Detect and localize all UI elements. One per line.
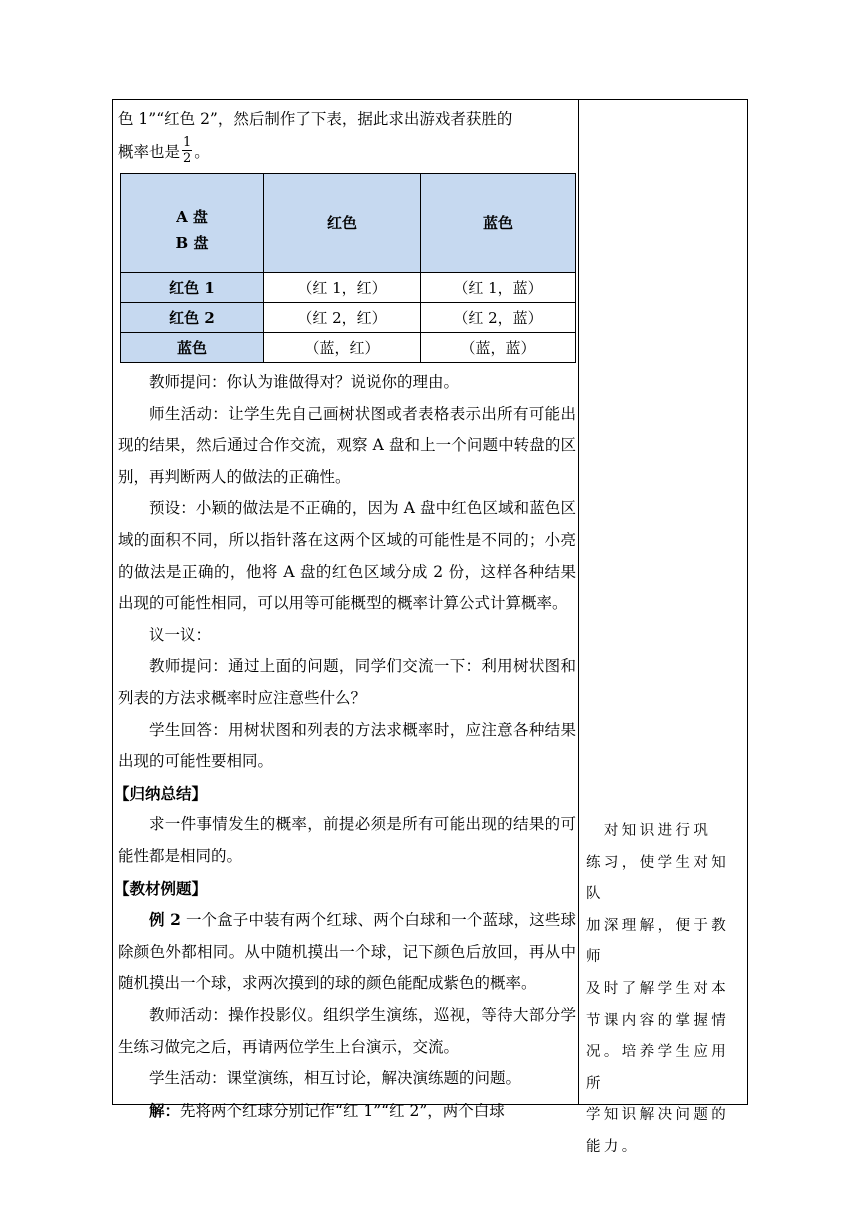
section-summary-heading: 【归纳总结】 xyxy=(114,783,208,803)
solution-text: 先将两个红球分别记作“红 1”“红 2”，两个白球 xyxy=(180,1101,505,1120)
side-note-line: 对知识进行巩 xyxy=(586,823,712,839)
row-header: 红色 1 xyxy=(121,273,264,303)
table-row xyxy=(121,303,576,333)
intro-line-2-text: 概率也是 xyxy=(118,142,181,161)
table-row xyxy=(121,333,576,363)
summary-paragraph: 求一件事情发生的概率，前提必须是所有可能出现的结果的可能性都是相同的。 xyxy=(118,815,576,865)
row-header: 蓝色 xyxy=(121,333,264,363)
side-note-line: 及时了解学生对本 xyxy=(586,980,730,997)
teacher-question-paragraph-2: 教师提问：通过上面的问题，同学们交流一下：利用树状图和列表的方法求概率时应注意些什么？ xyxy=(118,657,576,708)
hypothesis-paragraph: 预设：小颖的做法是不正确的，因为 A 盘中红色区域和蓝色区域的面积不同，所以指针落在这两个区域的可能性是不同的；小亮的做法是正确的，他将 A 盘的红色区域分成 2 份，这样各种结果出现的可能性相同，可以用等可能概型的概率计算公式计算概率。 xyxy=(118,499,576,613)
corner-a-label: A 盘 xyxy=(176,208,208,227)
intro-line-1: 色 1”“红色 2”，然后制作了下表，据此求出游戏者获胜的 xyxy=(118,110,513,128)
discuss-heading: 议一议： xyxy=(149,625,212,644)
side-note-line: 节课内容的掌握情 xyxy=(586,1012,730,1029)
table-row xyxy=(121,273,576,303)
side-note-line: 加深理解，便于教师 xyxy=(586,917,730,966)
corner-b-label: B 盘 xyxy=(175,234,209,253)
section-example-heading: 【教材例题】 xyxy=(114,878,208,898)
solution-label: 解： xyxy=(149,1100,181,1120)
column-divider xyxy=(578,99,579,1105)
intro-line-2-end: 。 xyxy=(194,142,210,161)
table-cell: （红 1，蓝） xyxy=(421,273,576,303)
outcome-table xyxy=(120,173,576,363)
side-note-line: 学知识解决问题的 xyxy=(586,1107,730,1124)
example-text: 一个盒子中装有两个红球、两个白球和一个蓝球，这些球除颜色外都相同。从中随机摸出一个球，记下颜色后放回，再从中随机摸出一个球，求两次摸到的球的颜色能配成紫色的概率。 xyxy=(118,911,576,993)
table-cell: （红 1，红） xyxy=(264,273,421,303)
table-cell: （红 2，红） xyxy=(264,303,421,333)
fraction-one-half xyxy=(182,135,192,166)
side-note-line: 况。培养学生应用所 xyxy=(586,1044,730,1092)
table-corner-cell xyxy=(121,174,264,273)
teacher-activity-paragraph: 教师活动：操作投影仪。组织学生演练，巡视，等待大部分学生练习做完之后，再请两位学生上台演示，交流。 xyxy=(118,1005,576,1056)
row-header: 红色 2 xyxy=(121,303,264,333)
col-header-red: 红色 xyxy=(264,174,421,273)
example-label: 例 2 xyxy=(149,910,181,930)
col-header-blue: 蓝色 xyxy=(421,174,576,273)
side-note-line: 练习，使学生对知队 xyxy=(586,854,730,903)
main-column xyxy=(114,104,576,1127)
solution-paragraph xyxy=(118,1095,576,1128)
teacher-question-paragraph: 教师提问：你认为谁做得对？说说你的理由。 xyxy=(149,373,460,392)
student-answer-paragraph: 学生回答：用树状图和列表的方法求概率时，应注意各种结果出现的可能性要相同。 xyxy=(118,720,576,771)
table-cell: （蓝，蓝） xyxy=(421,333,576,363)
example-paragraph xyxy=(118,904,576,1000)
table-header-row xyxy=(121,174,576,273)
fraction-denominator: 2 xyxy=(183,151,192,167)
activity-paragraph: 师生活动：让学生先自己画树状图或者表格表示出所有可能出现的结果，然后通过合作交流，观察 A 盘和上一个问题中转盘的区别，再判断两人的做法的正确性。 xyxy=(118,404,576,486)
side-note-line: 能力。 xyxy=(586,1138,640,1155)
table-cell: （蓝，红） xyxy=(264,333,421,363)
student-activity-paragraph: 学生活动：课堂演练，相互讨论，解决演练题的问题。 xyxy=(149,1069,522,1088)
intro-line-2 xyxy=(118,136,576,169)
side-note xyxy=(586,816,738,1164)
table-cell: （红 2，蓝） xyxy=(421,303,576,333)
fraction-numerator: 1 xyxy=(183,135,192,151)
